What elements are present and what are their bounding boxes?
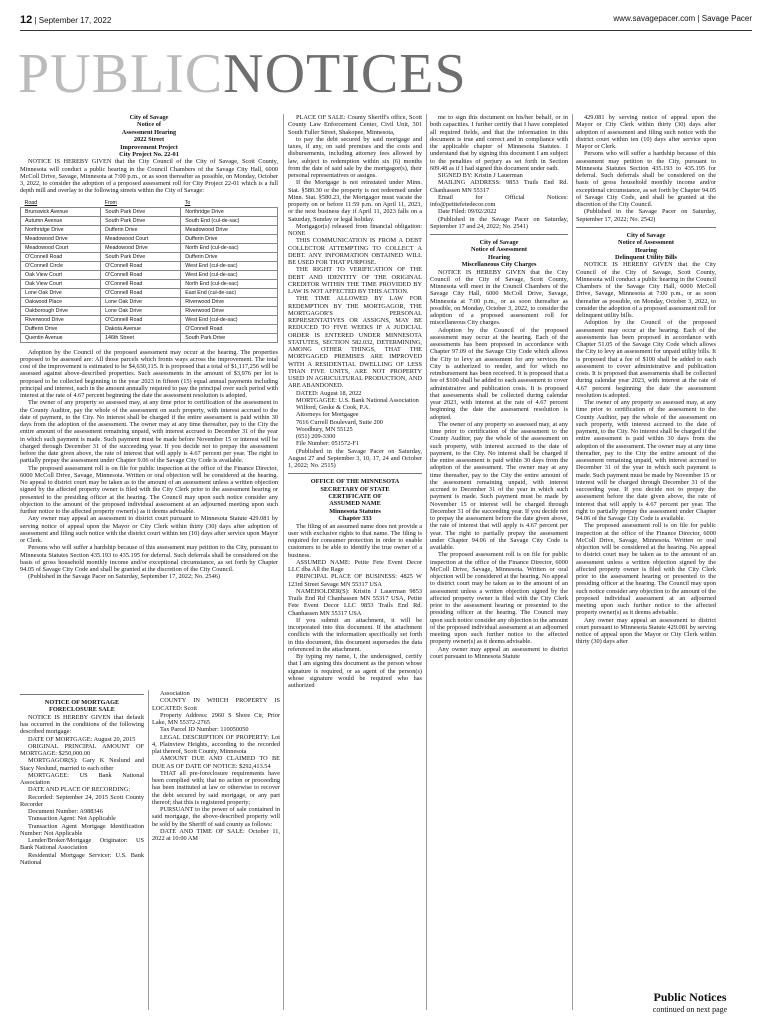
table-cell: O'Connell Road [101,279,181,288]
table-cell: Dakota Avenue [101,324,181,333]
table-row [21,252,278,261]
paragraph: 429.081 by serving notice of appeal upon the Mayor or City Clerk within thirty (30) days after adoption of assessment and filing such notice with the district court within ten (10) days after service upon Mayor or Clerk. [576,114,716,150]
paragraph: Woodbury, MN 55125 [296,425,353,433]
paragraph: ORIGINAL PRINCIPAL AMOUNT OF MORTGAGE: $250,000.00 [20,742,144,758]
paragraph: to pay the debt secured by said mortgage and taxes, if any, on said premises and the costs and disbursements, including attorney fees allowed by law, subject to redemption within six (6) months from the date of said sale by the mortgagor(s), their personal representatives or assigns. [288,135,422,179]
paragraph: LEGAL DESCRIPTION OF PROPERTY: Lot 4, Plainview Heights, according to the recorded plat thereof, Scott County, Minnesota [152,733,280,755]
page-number-date: 12 | September 17, 2022 [20,14,112,26]
heading-line: Delinquent Utility Bills [615,253,677,261]
table-header: From [104,199,117,206]
table-cell: South Park Drive [101,207,181,216]
table-cell: North End (cul-de-sac) [181,279,278,288]
table-cell: South Park Drive [181,333,278,342]
paragraph: Transaction Agent: Not Applicable [28,815,116,823]
table-cell: South Park Drive [101,216,181,225]
paragraph: The owner of any property so assessed may, at any time prior to certification of the assessment to the County Auditor, pay the whole of the assessment on such property, with interest accrued to the date of payment, to the City. No interest shall be charged if the entire assessment is paid within 30 days from the adoption of the assessment. The owner may at any time thereafter, pay to the City the entire amount of the assessment remaining unpaid, with interest accrued to December 31 of the year in which such payment is made. Such payment must be made before November 15 or interest will be charged through December 31 of the succeeding year. If you decide not to prepay the assessment before the date given above, the rate of interest that will apply is 4.67 percent per year. The right to partially prepay the assessment under Chapter 9.06 of the Savage City Code is available. [20,399,278,465]
heading-line: Improvement Project [120,143,178,151]
notice-column-4 [576,114,716,1010]
paragraph: Email for Official Notices: info@petitefetedecor.com [430,193,568,208]
continued-subtitle: continued on next page [652,1005,728,1014]
notice-heading [430,239,568,269]
paragraph: DATE OF MORTGAGE: August 20, 2015 [28,735,136,743]
heading-line: CERTIFICATE OF [328,493,382,501]
heading-line: Minnesota Statutes [329,507,381,515]
paragraph: me to sign this document on his/her behalf, or in both capacities. I further certify that I have completed all required fields, and that the information in this document is true and correct and in compliance with the applicable chapter of Minnesota Statutes. I understand that by signing this document I am subject to the penalties of perjury as set forth in Section 609.48 as if I had signed this document under oath. [430,114,568,172]
paragraph: Association [160,690,190,697]
heading-line: Chapter 333 [338,515,372,523]
notice-intro: NOTICE IS HEREBY GIVEN that the City Council of the City of Savage, Scott County, Minnesota will conduct a public hearing in the Council Chambers of the Savage City Hall, 6000 McColl Drive, Savage, Minnesota at 7:00 p.m., or as soon thereafter as possible, on Monday, October 3, 2022, to consider the adoption of a proposed assessment roll for City Project 22-01 which is a full depth mill and overlay to the following streets within the City of Savage: [20,158,278,195]
notice-column-3 [430,114,568,1010]
heading-line: Hearing [634,246,658,254]
notice-street-assessment [20,114,278,686]
table-cell: Oak View Court [21,270,101,279]
paragraph: The filing of an assumed name does not provide a user with exclusive rights to that name. The filing is required for consumer protection in order to enable customers to be able to identify the true owner of a business. [288,522,422,559]
paragraph: Any owner may appeal an assessment to district court pursuant to Minnesota Statute [430,645,568,660]
paragraph: ASSUMED NAME: Petite Fete Event Decor LLC dba All the Rage [288,558,422,574]
paragraph: Document Number: A988346 [28,808,103,816]
table-cell: South End (cul-de-sac) [181,216,278,225]
paragraph: PURSUANT to the power of sale contained in said mortgage, the above-described property will be sold by the Sheriff of said county as follows: [152,806,280,828]
table-header: Road [24,199,38,206]
paragraph: THAT all pre-foreclosure requirements have been complied with; that no action or proceeding has been instituted at law or otherwise to recover the debt secured by said mortgage, or any part thereof; that this is registered property; [152,769,280,806]
paragraph: THE TIME ALLOWED BY LAW FOR REDEMPTION BY THE MORTGAGOR, THE MORTGAGOR'S PERSONAL REPRESENTATIVES OR ASSIGNS, MAY BE REDUCED TO FIVE WEEKS IF A JUDICIAL ORDER IS ENTERED UNDER MINNESOTA STATUTES, SECTION 582.032, DETERMINING, AMONG OTHER THINGS, THAT THE MORTGAGED PREMISES ARE IMPROVED WITH A RESIDENTIAL DWELLING OF LESS THAN FIVE UNITS, ARE NOT PROPERTY USED IN AGRICULTURAL PRODUCTION, AND ARE ABANDONED. [288,295,422,390]
heading-line: SECRETARY OF STATE [320,485,390,493]
paragraph: (651) 209-3300 [296,433,336,440]
paragraph: (Published in the Savage Pacer on Saturday, September 17, 2022; No. 2542) [576,208,716,223]
table-cell: West End (cul-de-sac) [181,270,278,279]
continued-title: Public Notices [653,990,727,1004]
table-cell: Riverwood Drive [21,315,101,324]
paragraph: Date Filed: 09/02/2022 [438,208,497,216]
table-row [21,207,278,216]
heading-line: City of Savage [626,231,666,239]
column-divider [426,114,427,1010]
table-cell: West End (cul-de-sac) [181,315,278,324]
notice-column-2 [288,114,422,1010]
paragraph: Adoption by the Council of the proposed assessment may occur at the hearing. Each of the assessments has been proposed in accordance with Chapter 51.05 of the Savage City Code which allows the City to levy an assessment for unpaid utility bills. It is proposed that a fee of $100 shall be added to each assessment to cover administrative and publication costs. It is proposed that assessments shall be collected during calendar year 2023, with interest at the rate of 4.67 percent beginning the date the assessment resolution is adopted. [576,319,716,399]
table-cell: Dufferin Drive [21,324,101,333]
table-row [21,270,278,279]
table-row [21,261,278,270]
paragraph: 7616 Currell Boulevard, Suite 200 [296,418,383,426]
paragraph: NOTICE IS HEREBY GIVEN that the City Council of the City of Savage, Scott County, Minnesota will conduct a public hearing in the Council Chambers of the Savage City Hall, 6000 McColl Drive, Savage, Minnesota at 7:00 p.m., or as soon thereafter as possible, on Monday, October 3, 2022, to consider the adoption of a proposed assessment roll for delinquent utility bills. [576,261,716,320]
paragraph: Adoption by the Council of the proposed assessment may occur at the hearing. Each of the assessments has been proposed in accordance with Chapter 97.09 of the Savage City Code which allows the City to levy an assessment for any services the City is authorized to render, and for which no reimbursement has been received. It is proposed that a fee of $100 shall be added to each assessment to cover administrative and publication costs. It is proposed that assessments shall be collected during calendar year 2023, with interest at the rate of 4.67 percent beginning the date the assessment resolution is adopted. [430,326,568,421]
paragraph: (Published in the Savage Pacer on Saturday, September 17, 2022; No. 2546) [28,573,220,581]
table-cell: Dufferin Drive [181,234,278,243]
table-row [21,306,278,315]
notice-mortgage-col1 [20,690,144,1010]
heading-line: City Project No. 22-01 [119,151,179,159]
paragraph: Mortgagor(s) released from financial obligation: NONE [288,222,422,237]
table-row [21,216,278,225]
paragraph: DATE AND TIME OF SALE: October 11, 2022 at 10:00 AM [152,827,280,842]
table-cell: O'Connell Circle [21,261,101,270]
notice-heading [20,699,144,714]
paragraph: MORTGAGEE: U.S. Bank National Association [296,396,419,404]
heading-line: Assessment Hearing [121,128,177,136]
table-cell: O'Connell Road [101,315,181,324]
table-cell: Meadowood Drive [21,234,101,243]
notice-body [20,349,278,581]
table-cell: O'Connell Road [101,261,181,270]
table-cell: Quentin Avenue [21,333,101,342]
paragraph: SIGNED BY: Kristin J Lauerman [438,172,523,179]
heading-line: Notice of Assessment [618,239,674,247]
table-cell: West End (cul-de-sac) [181,261,278,270]
paragraph: THE RIGHT TO VERIFICATION OF THE DEBT AND IDENTITY OF THE ORIGINAL CREDITOR WITHIN THE TIME PROVIDED BY LAW IS NOT AFFECTED BY THIS ACTION. [288,266,422,295]
paragraph: Any owner may appeal an assessment to district court pursuant to Minnesota Statute 429.081 by serving notice of appeal upon the Mayor or City Clerk within thirty (30) days after [576,616,716,646]
table-cell: Oak View Court [21,279,101,288]
column-divider [283,114,284,1010]
heading-line: 2022 Street [133,136,165,144]
paragraph: The proposed assessment roll is on file for public inspection at the office of the Finance Director, 6000 McColl Drive, Savage, Minnesota. Written or oral objection will be considered at the hearing. No appeal to district court may be taken as to the amount of an assessment unless a written objection signed by the affected property owner is filed with the City Clerk prior to the assessment hearing or presented to the presiding officer at the hearing. The Council may upon such notice consider any objection to the amount of the proposed individual assessment at an adjourned meeting upon such further notice to the affected property owner(s) as it deems advisable. [20,464,278,516]
paragraph: Persons who will suffer a hardship because of this assessment may petition to the City, pursuant to Minnesota Statutes Section 435.193 to 435.195 for deferral. Such deferrals shall be considered on the basis of gross household monthly income and/or exceptional circumstance, as set forth by Chapter 94.05 of Savage City Code and shall be granted at the discretion of the City Council. [20,544,278,574]
table-row [21,243,278,252]
table-cell: Lone Oak Drive [101,297,181,306]
notice-heading [288,478,422,522]
notice-mortgage-col2 [152,690,280,1010]
paragraph: Residential Mortgage Servicer: U.S. Bank National [20,851,144,866]
heading-line: City of Savage [479,239,519,246]
table-cell: Riverwood Drive [181,297,278,306]
table-row [21,324,278,333]
paragraph: Recorded: September 24, 2015 Scott County Recorder [20,793,144,808]
paragraph: The proposed assessment roll is on file for public inspection at the office of the Finance Director, 6000 McColl Drive, Savage, Minnesota. Written or oral objection will be considered at the hearing. No appeal to district court may be taken as to the amount of an assessment unless a written objection signed by the affected property owner is filed with the City Clerk prior to the assessment hearing or presented to the presiding officer at the hearing. The Council may upon such notice consider any objection to the amount of the proposed individual assessment at an adjourned meeting upon such further notice to the affected property owner(s) as it deems advisable. [430,551,568,646]
heading-line: Miscellaneous City Charges [461,261,537,269]
paragraph: (Published in the Savage Pacer on Saturday, September 17 and 24, 2022; No. 2541) [430,215,568,230]
notice-heading [576,232,716,262]
paragraph: DATED: August 18, 2022 [296,389,362,397]
table-cell: Northridge Drive [21,225,101,234]
paragraph: AMOUNT DUE AND CLAIMED TO BE DUE AS OF DATE OF NOTICE: $292,413.54 [152,755,280,770]
table-row [21,234,278,243]
paragraph: MORTGAGEE: US Bank National Association [20,771,144,787]
header-rule [20,30,752,31]
paragraph: Lender/Broker/Mortgage Originator: US Bank National Association [20,837,144,852]
table-cell: Oakwood Place [21,297,101,306]
paragraph: Property Address: 2960 S Shore Cir, Prior Lake, MN 55372-2765 [152,711,280,726]
table-cell: Oakborough Drive [21,306,101,315]
column-divider [148,690,149,1010]
table-cell: Meadowood Drive [181,225,278,234]
heading-line: City of Savage [129,114,169,121]
continued-note [630,990,750,1014]
paragraph: THIS COMMUNICATION IS FROM A DEBT COLLECTOR ATTEMPTING TO COLLECT A DEBT. ANY INFORMATION OBTAINED WILL BE USED FOR THAT PURPOSE. [288,237,422,266]
table-row [21,225,278,234]
table-row [21,315,278,324]
table-cell: Brunswick Avenue [21,207,101,216]
table-cell: O'Connell Road [101,288,181,297]
table-cell: North End (cul-de-sac) [181,243,278,252]
table-cell: Autumn Avenue [21,216,101,225]
paragraph: MAILING ADDRESS: 9853 Trails End Rd. Chanhassen MN 55317 [430,179,568,194]
heading-line: ASSUMED NAME [329,500,381,508]
paragraph: MORTGAGOR(S): Gary K Neslund and Stacy Neslund, married to each other [20,757,144,772]
paragraph: File Number: 051572-F1 [296,440,359,448]
table-row [21,297,278,306]
table-cell: Meadowood Court [101,234,181,243]
paragraph: The proposed assessment roll is on file for public inspection at the office of the Finance Director, 6000 McColl Drive, Savage, Minnesota. Written or oral objection will be considered at the hearing. No appeal to district court may be taken as to the amount of an assessment unless a written objection signed by the affected property owner is filed with the City Clerk prior to the assessment hearing or presented to the presiding officer at the hearing. The Council may upon such notice consider any objection to the amount of the proposed individual assessment at an adjourned meeting upon such further notice to the affected property owner(s) as it deems advisable. [576,522,716,617]
table-cell: O'Connell Road [181,324,278,333]
table-cell: 146th Street [101,333,181,342]
table-row [21,279,278,288]
table-row [21,288,278,297]
table-cell: Lone Oak Drive [21,288,101,297]
table-cell: O'Connell Road [101,270,181,279]
paragraph: Any owner may appeal an assessment to district court pursuant to Minnesota Statute 429.081 by serving notice of appeal upon the Mayor or City Clerk within thirty (30) days after adoption of assessment and filing such notice with the district court within ten (10) days after service upon Mayor or Clerk. [20,515,278,545]
table-cell: South Park Drive [101,252,181,261]
paragraph: PRINCIPAL PLACE OF BUSINESS: 4825 W 123rd Street Savage MN 55317 USA [288,573,422,588]
table-row [21,333,278,342]
table-cell: Meadowood Drive [101,243,181,252]
paragraph: By typing my name, I, the undersigned, certify that I am signing this document as the person whose signature is required, or as agent of the person(s) whose signature would be required who has authorized [288,653,422,690]
paragraph: If you submit an attachment, it will be incorporated into this document. If the attachment conflicts with the information specifically set forth in this document, this document supersedes the data referenced in the attachment. [288,616,422,653]
table-cell: Riverwood Drive [181,306,278,315]
paragraph: Adoption by the Council of the proposed assessment may occur at the hearing. The properties proposed to be assessed are: All those parcels which fronts ways across the improvement. The total cost of the improvement is estimated to be $4,630,115. It is proposed that a total of $1,117,256 will be assessed against above-described properties. Such assessments in the amount of $3,976 per lot is proposed to be collected beginning in the year 2023 in fifteen (15) equal annual payments including principal and interest, each in the amount annually required to pay the principal over such period with interest at the rate of 4.67 percent beginning the date the assessment resolution is adopted. [20,348,278,400]
heading-line: Notice of [137,121,161,129]
table-cell: Lone Oak Drive [101,306,181,315]
heading-line: OFFICE OF THE MINNESOTA [310,478,400,486]
table-cell: O'Connell Road [21,252,101,261]
heading-line: NOTICE OF MORTGAGE [44,699,120,706]
table-header: To [184,199,191,206]
table-cell: Dufferin Drive [181,252,278,261]
table-cell: East End (cul-de-sac) [181,288,278,297]
heading-line: Notice of Assessment [471,246,527,254]
section-title: PUBLICNOTICES [18,43,467,105]
streets-table [20,199,278,343]
paragraph: Tax Parcel ID Number: 110050050 [160,726,249,734]
paragraph: The owner of any property so assessed may, at any time prior to certification of the assessment to the County Auditor, pay the whole of the assessment on such property, with interest accrued to the date of payment, to the City. No interest shall be charged if the entire assessment is paid within 30 days from the adoption of the assessment. The owner may at any time thereafter, pay to the City the entire amount of the assessment remaining unpaid, with interest accrued to December 31 of the year in which such payment is made. Such payment must be made by November 15 or interest will be charged through December 31 of the succeeding year. If you decide not to prepay the assessment before the date given above, the rate of interest that will apply is 4.67 percent per year. The right to partially prepay the assessment under Chapter 94.06 of the Savage City Code is available. [576,399,716,523]
table-cell: Northridge Drive [181,207,278,216]
site-url: www.savagepacer.com | Savage Pacer [613,14,752,23]
paragraph: NOTICE IS HEREBY GIVEN that the City Council of the City of Savage, Scott County, Minnesota will meet in the Council Chambers of the Savage City Hall, 6000 McColl Drive, Savage, Minnesota at 7:00 p.m., or as soon thereafter as possible, on Monday, October 3, 2022, to consider the adoption of a proposed assessment roll for miscellaneous City charges. [430,268,568,327]
table-cell: Meadowood Court [21,243,101,252]
heading-line: Hearing [487,253,511,261]
paragraph: Persons who will suffer a hardship because of this assessment may petition to the City, pursuant to Minnesota Statutes Section 435.193 to 435.195 for deferral. Such deferrals shall be considered on the basis of gross household monthly income and/or exceptional circumstance, as set forth by Chapter 94.05 of Savage City Code, and shall be granted at the discretion of the City Council. [576,150,716,208]
notice-heading [20,114,278,158]
paragraph: The owner of any property so assessed may, at any time prior to certification of the assessment to the County Auditor, pay the whole of the assessment on such property, with interest accrued to the date of payment, to the City. No interest shall be charged if the entire assessment is paid within 30 days from the adoption of the assessment. The owner may at any time thereafter, pay to the City the entire amount of the assessment remaining unpaid, with interest accrued to December 31 of the year in which such payment is made. Such payment must be made by November 15 or interest will be charged through December 31 of the succeeding year. If you decide not to prepay the assessment before the date given above, the rate of interest that will apply is 4.67 percent per year. The right to partially prepay the assessment under Chapter 94.06 of the Savage City Code is available. [430,420,568,552]
paragraph: Transaction Agent Mortgage Identification Number: Not Applicable [20,822,144,837]
paragraph: Wilford, Geske & Cook, P.A. [296,404,370,411]
page-header [20,14,752,28]
paragraph: NOTICE IS HEREBY GIVEN that default has occurred in the conditions of the following described mortgage: [20,713,144,736]
paragraph: NAMEHOLDER(S): Kristin J Lauerman 9853 Trails End Rd Chanhassen MN 55317 USA, Petite Fete Event Decor LLC 9853 Trails End Rd. Chanhassen MN 55317 USA [288,587,422,617]
table-cell: Dufferin Drive [101,225,181,234]
heading-line: FORECLOSURE SALE [49,706,115,714]
paragraph: COUNTY IN WHICH PROPERTY IS LOCATED: Scott [152,697,280,712]
paragraph: Attorneys for Mortgagee [296,411,359,419]
paragraph: DATE AND PLACE OF RECORDING: [28,786,131,794]
paragraph: PLACE OF SALE: County Sheriff's office, Scott County Law Enforcement Center, Civil Unit, 301 South Fuller Street, Shakopee, Minnesota, [288,114,422,136]
paragraph: (Published in the Savage Pacer on Saturday, August 27 and September 3, 10, 17, 24 and October 1, 2022; No. 2515) [288,447,422,469]
paragraph: If the Mortgage is not reinstated under Minn. Stat. §580.30 or the property is not redeemed under Minn. Stat. §580.23, the Mortgagor must vacate the property on or before 11:59 p.m. on April 11, 2023, or the next business day if April 11, 2023 falls on a Saturday, Sunday or legal holiday. [288,179,422,223]
column-divider [572,114,573,1010]
